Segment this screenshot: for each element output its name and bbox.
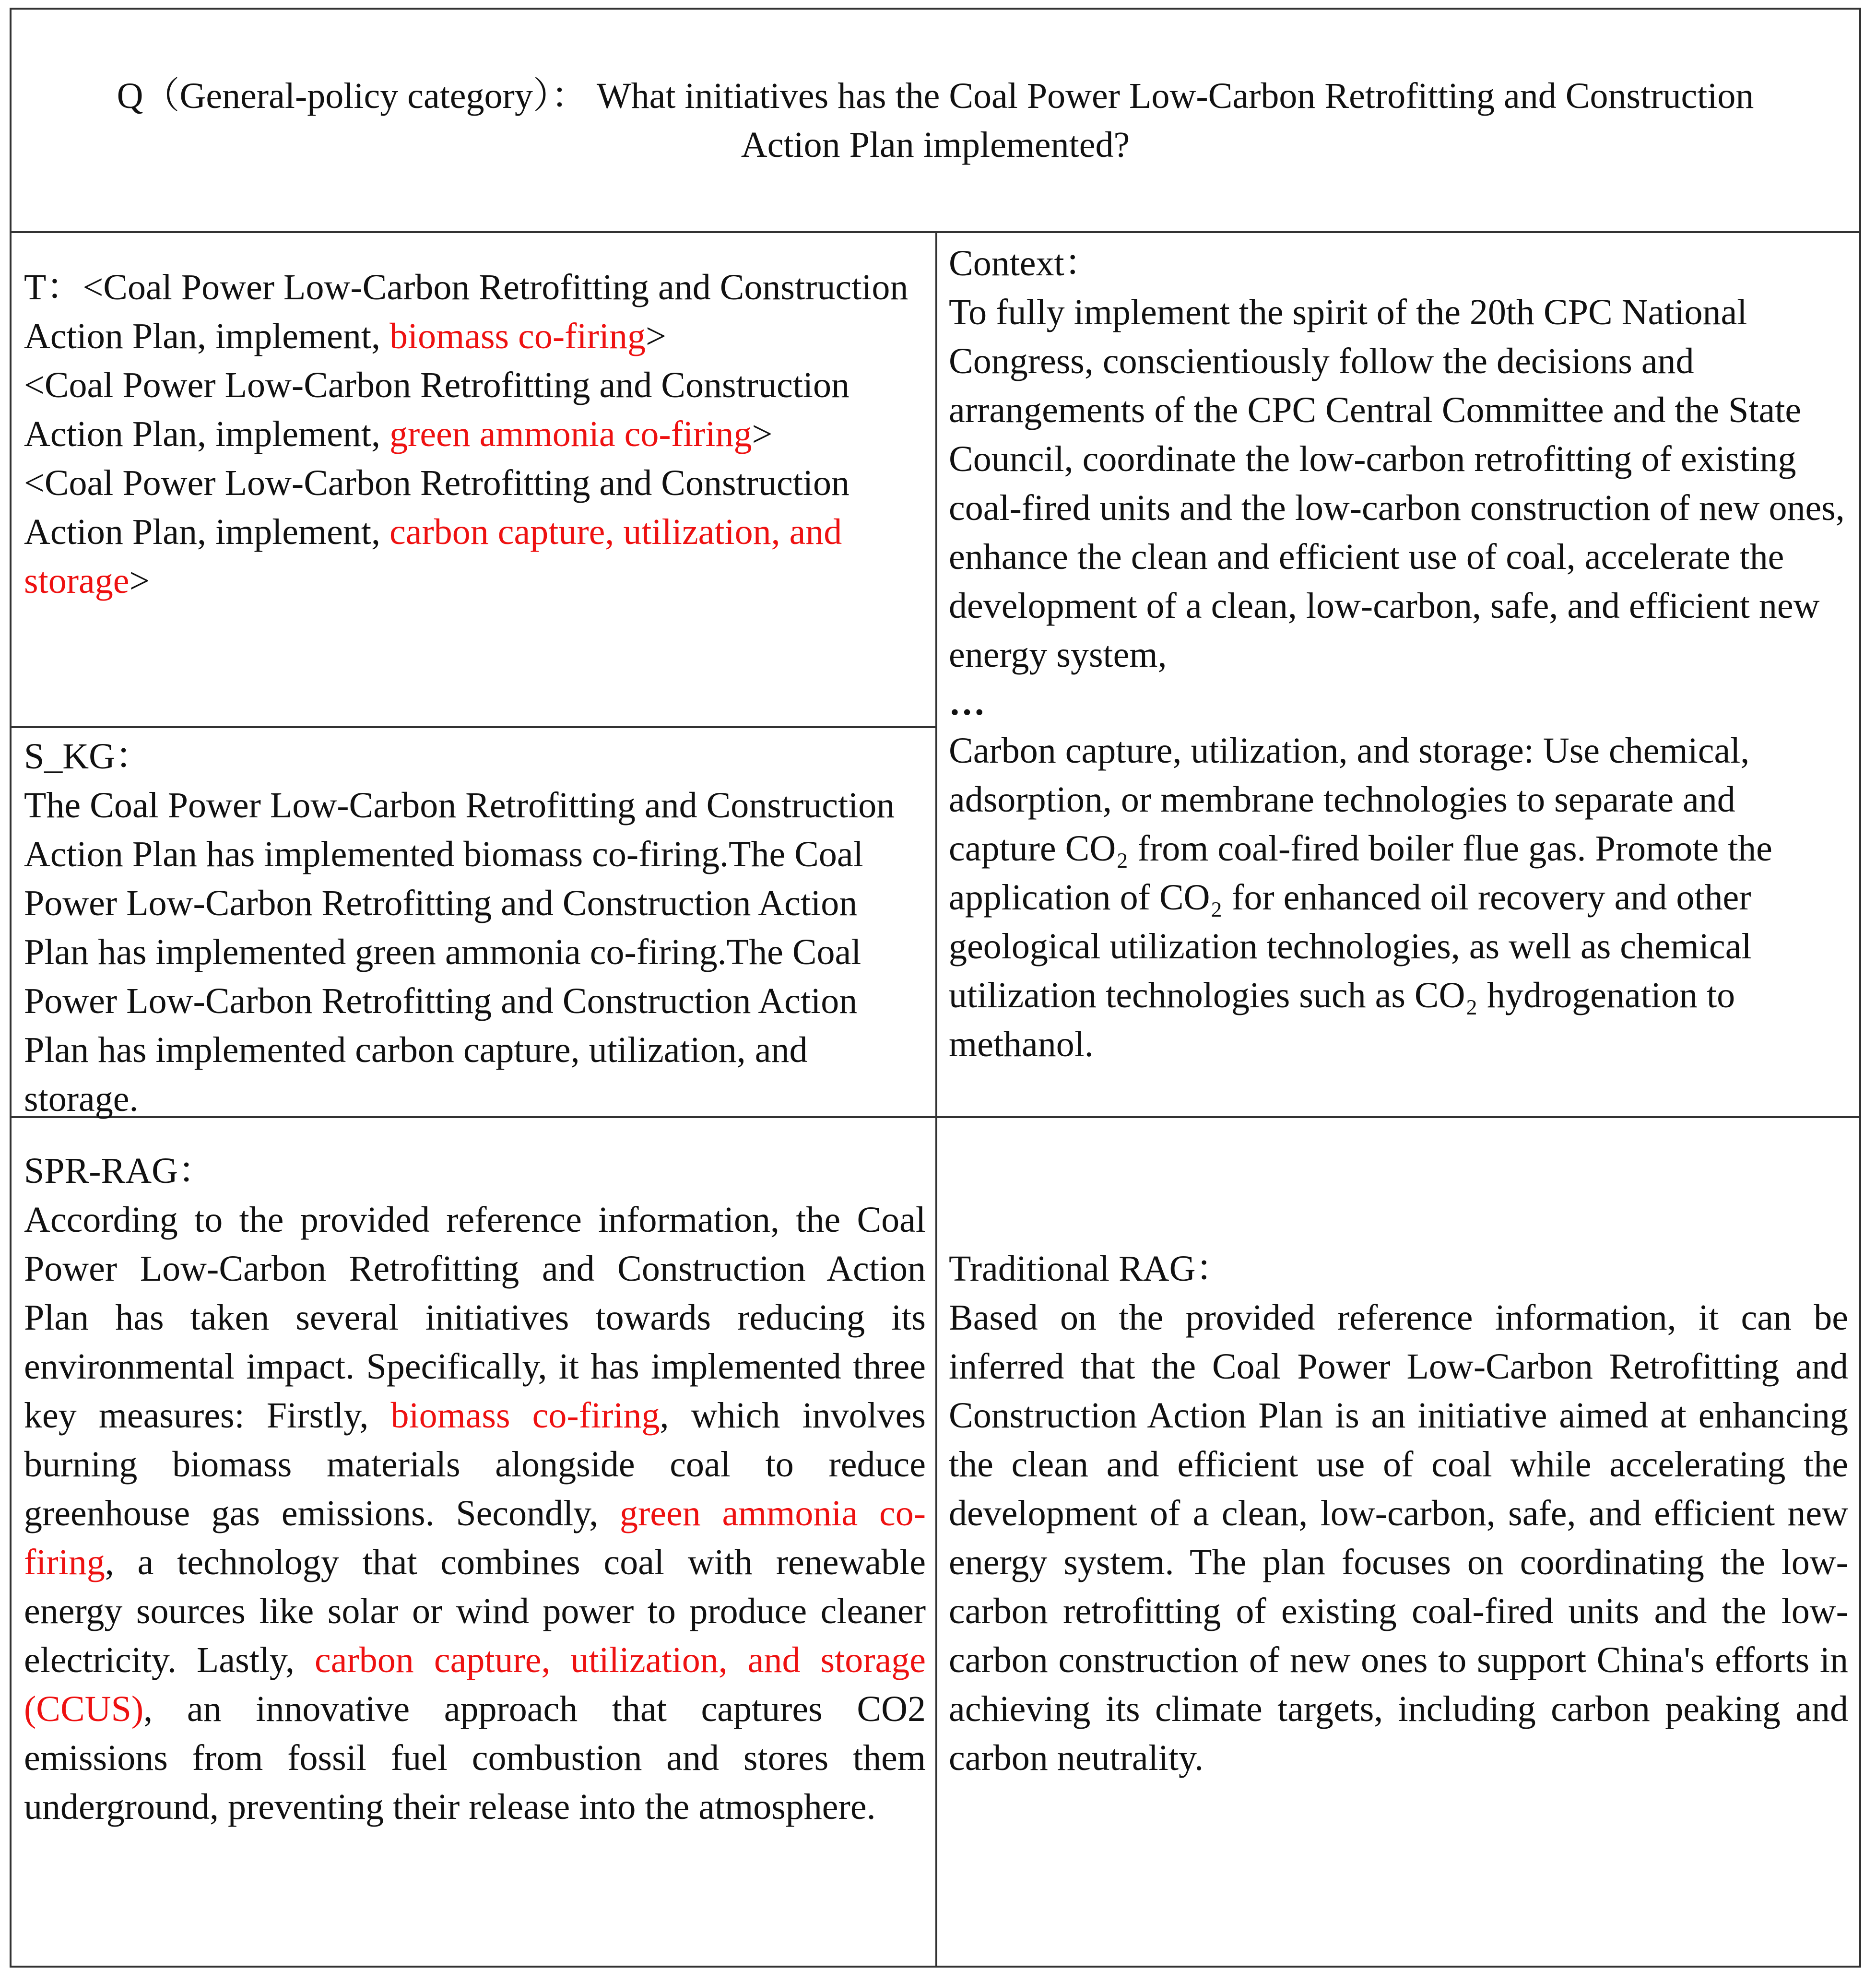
context-paragraph-1: To fully implement the spirit of the 20th CPC National Congress, conscientiously follow the decisions and arrangements of the CPC Central Committee and the State Council, coordinate the low-carbon retrofitting of existing coal-fired units and the low-carbon construction of new ones, enhance the clean and efficient use of coal, accelerate the development of a clean, low-carbon, safe, and efficient new energy system, (949, 292, 1845, 675)
rule-below-triples (10, 726, 937, 728)
s-kg-cell (24, 732, 916, 1123)
traditional-rag-text: Based on the provided reference information, it can be inferred that the Coal Power Low-Carbon Retrofitting and Construction Action Plan is an initiative aimed at enhancing the clean and efficient use of coal while accelerating the development of a clean, low-carbon, safe, and efficient new energy system. The plan focuses on coordinating the low-carbon retrofitting of existing coal-fired units and the low-carbon construction of new ones to support China's efforts in achieving its climate targets, including carbon peaking and carbon neutrality. (949, 1297, 1848, 1778)
triple-2-highlight: green ammonia co-firing (389, 414, 752, 454)
spr-rag-highlight-1: biomass co-firing (390, 1395, 660, 1436)
triple-3-highlight: carbon capture, utilization, and storage (24, 512, 842, 601)
traditional-rag-cell (949, 1244, 1848, 1782)
triples-cell (24, 263, 916, 605)
triples-label: T： (24, 267, 83, 307)
triple-3: <Coal Power Low-Carbon Retrofitting and Construction Action Plan, implement, carbon capture, utilization, and storage> (24, 463, 850, 601)
question-text-block (69, 71, 1802, 169)
triple-1: <Coal Power Low-Carbon Retrofitting and Construction Action Plan, implement, biomass co-firing> (24, 267, 909, 356)
traditional-rag-label: Traditional RAG： (949, 1249, 1232, 1289)
spr-rag-label: SPR-RAG： (24, 1151, 214, 1191)
spr-rag-text: According to the provided reference information, the Coal Power Low-Carbon Retrofitting and Construction Action Plan has taken several initiatives towards reducing its environmental impact. Specifically, it has implemented three key measures: Firstly, biomass co-firing, which involves burning biomass materials alongside coal to reduce greenhouse gas emissions. Secondly, green ammonia co-firing, a technology that combines coal with renewable energy sources like solar or wind power to produce cleaner electricity. Lastly, carbon capture, utilization, and storage (CCUS), an innovative approach that captures CO2 emissions from fossil fuel combustion and stores them underground, preventing their release into the atmosphere. (24, 1200, 926, 1827)
s-kg-text: The Coal Power Low-Carbon Retrofitting and Construction Action Plan has implemented biomass co-firing.The Coal Power Low-Carbon Retrofitting and Construction Action Plan has implemented green ammonia co-firing.The Coal Power Low-Carbon Retrofitting and Construction Action Plan has implemented carbon capture, utilization, and storage. (24, 785, 895, 1119)
column-divider (935, 232, 937, 1968)
spr-rag-highlight-3: carbon capture, utilization, and storage (CCUS) (24, 1640, 926, 1729)
context-cell (949, 239, 1848, 1069)
spr-rag-highlight-2: green ammonia co-firing (24, 1493, 926, 1582)
question-category: （General-policy category）： (143, 76, 588, 116)
triple-1-highlight: biomass co-firing (389, 316, 646, 356)
context-paragraph-2: Carbon capture, utilization, and storage: Use chemical, adsorption, or membrane technologies to separate and capture CO₂ from coal-fired boiler flue gas. Promote the application of CO₂ for enhanced oil recovery and other geological utilization technologies, as well as chemical utilization technologies such as CO₂ hydrogenation to methanol. (949, 731, 1772, 1064)
s-kg-label: S_KG： (24, 736, 152, 777)
question-label: Q (117, 76, 143, 116)
question-cell (12, 10, 1859, 231)
context-label: Context： (949, 243, 1101, 283)
triple-2: <Coal Power Low-Carbon Retrofitting and Construction Action Plan, implement, green ammonia co-firing> (24, 365, 850, 454)
question-text: What initiatives has the Coal Power Low-Carbon Retrofitting and Construction Action Plan implemented? (596, 76, 1754, 165)
spr-rag-cell (24, 1146, 926, 1831)
context-ellipsis: … (949, 683, 988, 723)
